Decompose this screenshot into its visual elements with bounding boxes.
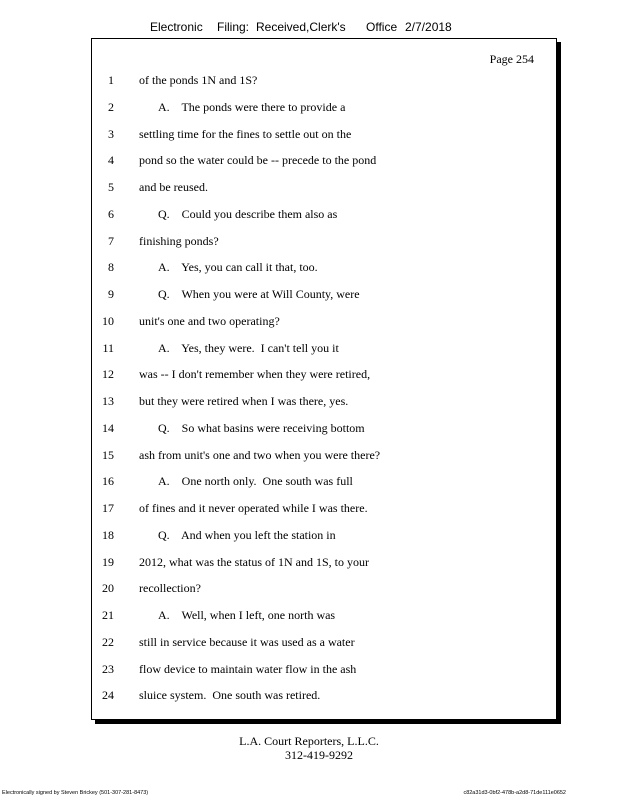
line-text: settling time for the fines to settle out on the [139,126,352,141]
line-text: flow device to maintain water flow in the ash [139,661,357,676]
line-number: 1 [108,73,114,87]
line-number: 21 [102,608,114,622]
line-text: pond so the water could be -- precede to the pond [139,153,377,168]
filing-stamp-filing: Filing: [217,20,250,34]
transcript-line [92,635,556,651]
line-number: 19 [102,554,114,569]
page-number: Page 254 [489,52,534,66]
line-text: and be reused. [139,180,208,194]
transcript-line [92,207,556,223]
line-number: 6 [108,206,114,221]
line-text: A. Well, when I left, one north was [158,608,336,622]
transcript-line [92,608,556,624]
line-text: unit's one and two operating? [139,313,280,328]
filing-stamp-electronic: Electronic [150,20,203,34]
transcript-line [92,127,556,143]
filing-stamp-received: Received,Clerk's [256,20,346,34]
document-hash: c82a31d3-0bf2-478b-a2d8-71de111e0652 [463,790,566,796]
line-number: 14 [102,420,114,435]
line-number: 13 [102,394,114,408]
line-text: sluice system. One south was retired. [139,688,321,703]
transcript-line [92,394,556,410]
transcript-line [92,474,556,490]
line-text: 2012, what was the status of 1N and 1S, to your [139,554,369,569]
filing-stamp-date: 2/7/2018 [405,20,452,34]
transcript-line [92,314,556,330]
transcript-line [92,501,556,517]
line-text: finishing ponds? [139,233,219,248]
line-text: ash from unit's one and two when you were there? [139,447,381,462]
line-number: 5 [108,180,114,194]
line-text: Q. When you were at Will County, were [158,287,360,301]
line-text: still in service because it was used as a water [139,634,355,649]
line-text: A. The ponds were there to provide a [158,99,346,114]
line-number: 24 [102,688,114,703]
electronic-signature: Electronically signed by Steven Brickey (501-307-281-8473) [2,790,149,796]
line-text: was -- I don't remember when they were retired, [139,367,371,382]
transcript-line [92,260,556,276]
line-number: 4 [108,153,114,168]
transcript-line [92,153,556,169]
line-number: 7 [108,233,114,248]
transcript-line [92,662,556,678]
transcript-line [92,100,556,116]
filing-stamp-office: Office [366,20,398,34]
transcript-line [92,341,556,357]
transcript-line [92,421,556,437]
line-number: 10 [102,313,114,328]
court-reporter-name: L.A. Court Reporters, L.L.C. [239,734,379,748]
transcript-line [92,528,556,544]
transcript-line [92,73,556,89]
transcript-line [92,581,556,597]
line-text: A. One north only. One south was full [158,474,353,489]
line-number: 9 [108,287,114,301]
line-number: 16 [102,474,114,489]
line-number: 17 [102,501,114,515]
line-text: Q. And when you left the station in [158,527,336,542]
transcript-line [92,555,556,571]
transcript-line [92,234,556,250]
line-text: recollection? [139,581,201,596]
filing-stamp-header [0,20,618,36]
line-text: but they were retired when I was there, yes. [139,394,349,408]
line-number: 11 [102,340,114,355]
line-number: 12 [102,367,114,382]
transcript-line [92,448,556,464]
transcript-line [92,180,556,196]
line-text: Q. So what basins were receiving bottom [158,420,365,435]
transcript-line [92,367,556,383]
court-reporter-phone: 312-419-9292 [285,748,353,762]
line-number: 22 [102,634,114,649]
line-number: 3 [108,126,114,141]
line-text: Q. Could you describe them also as [158,206,338,221]
transcript-page [91,38,557,720]
line-number: 23 [102,661,114,676]
line-text: A. Yes, you can call it that, too. [158,260,318,275]
line-text: A. Yes, they were. I can't tell you it [158,340,339,355]
line-number: 20 [102,581,114,596]
transcript-line [92,287,556,303]
line-number: 8 [108,260,114,275]
line-number: 18 [102,527,114,542]
line-text: of the ponds 1N and 1S? [139,73,258,87]
transcript-line [92,688,556,704]
line-text: of fines and it never operated while I was there. [139,501,368,515]
line-number: 15 [102,447,114,462]
line-number: 2 [108,99,114,114]
